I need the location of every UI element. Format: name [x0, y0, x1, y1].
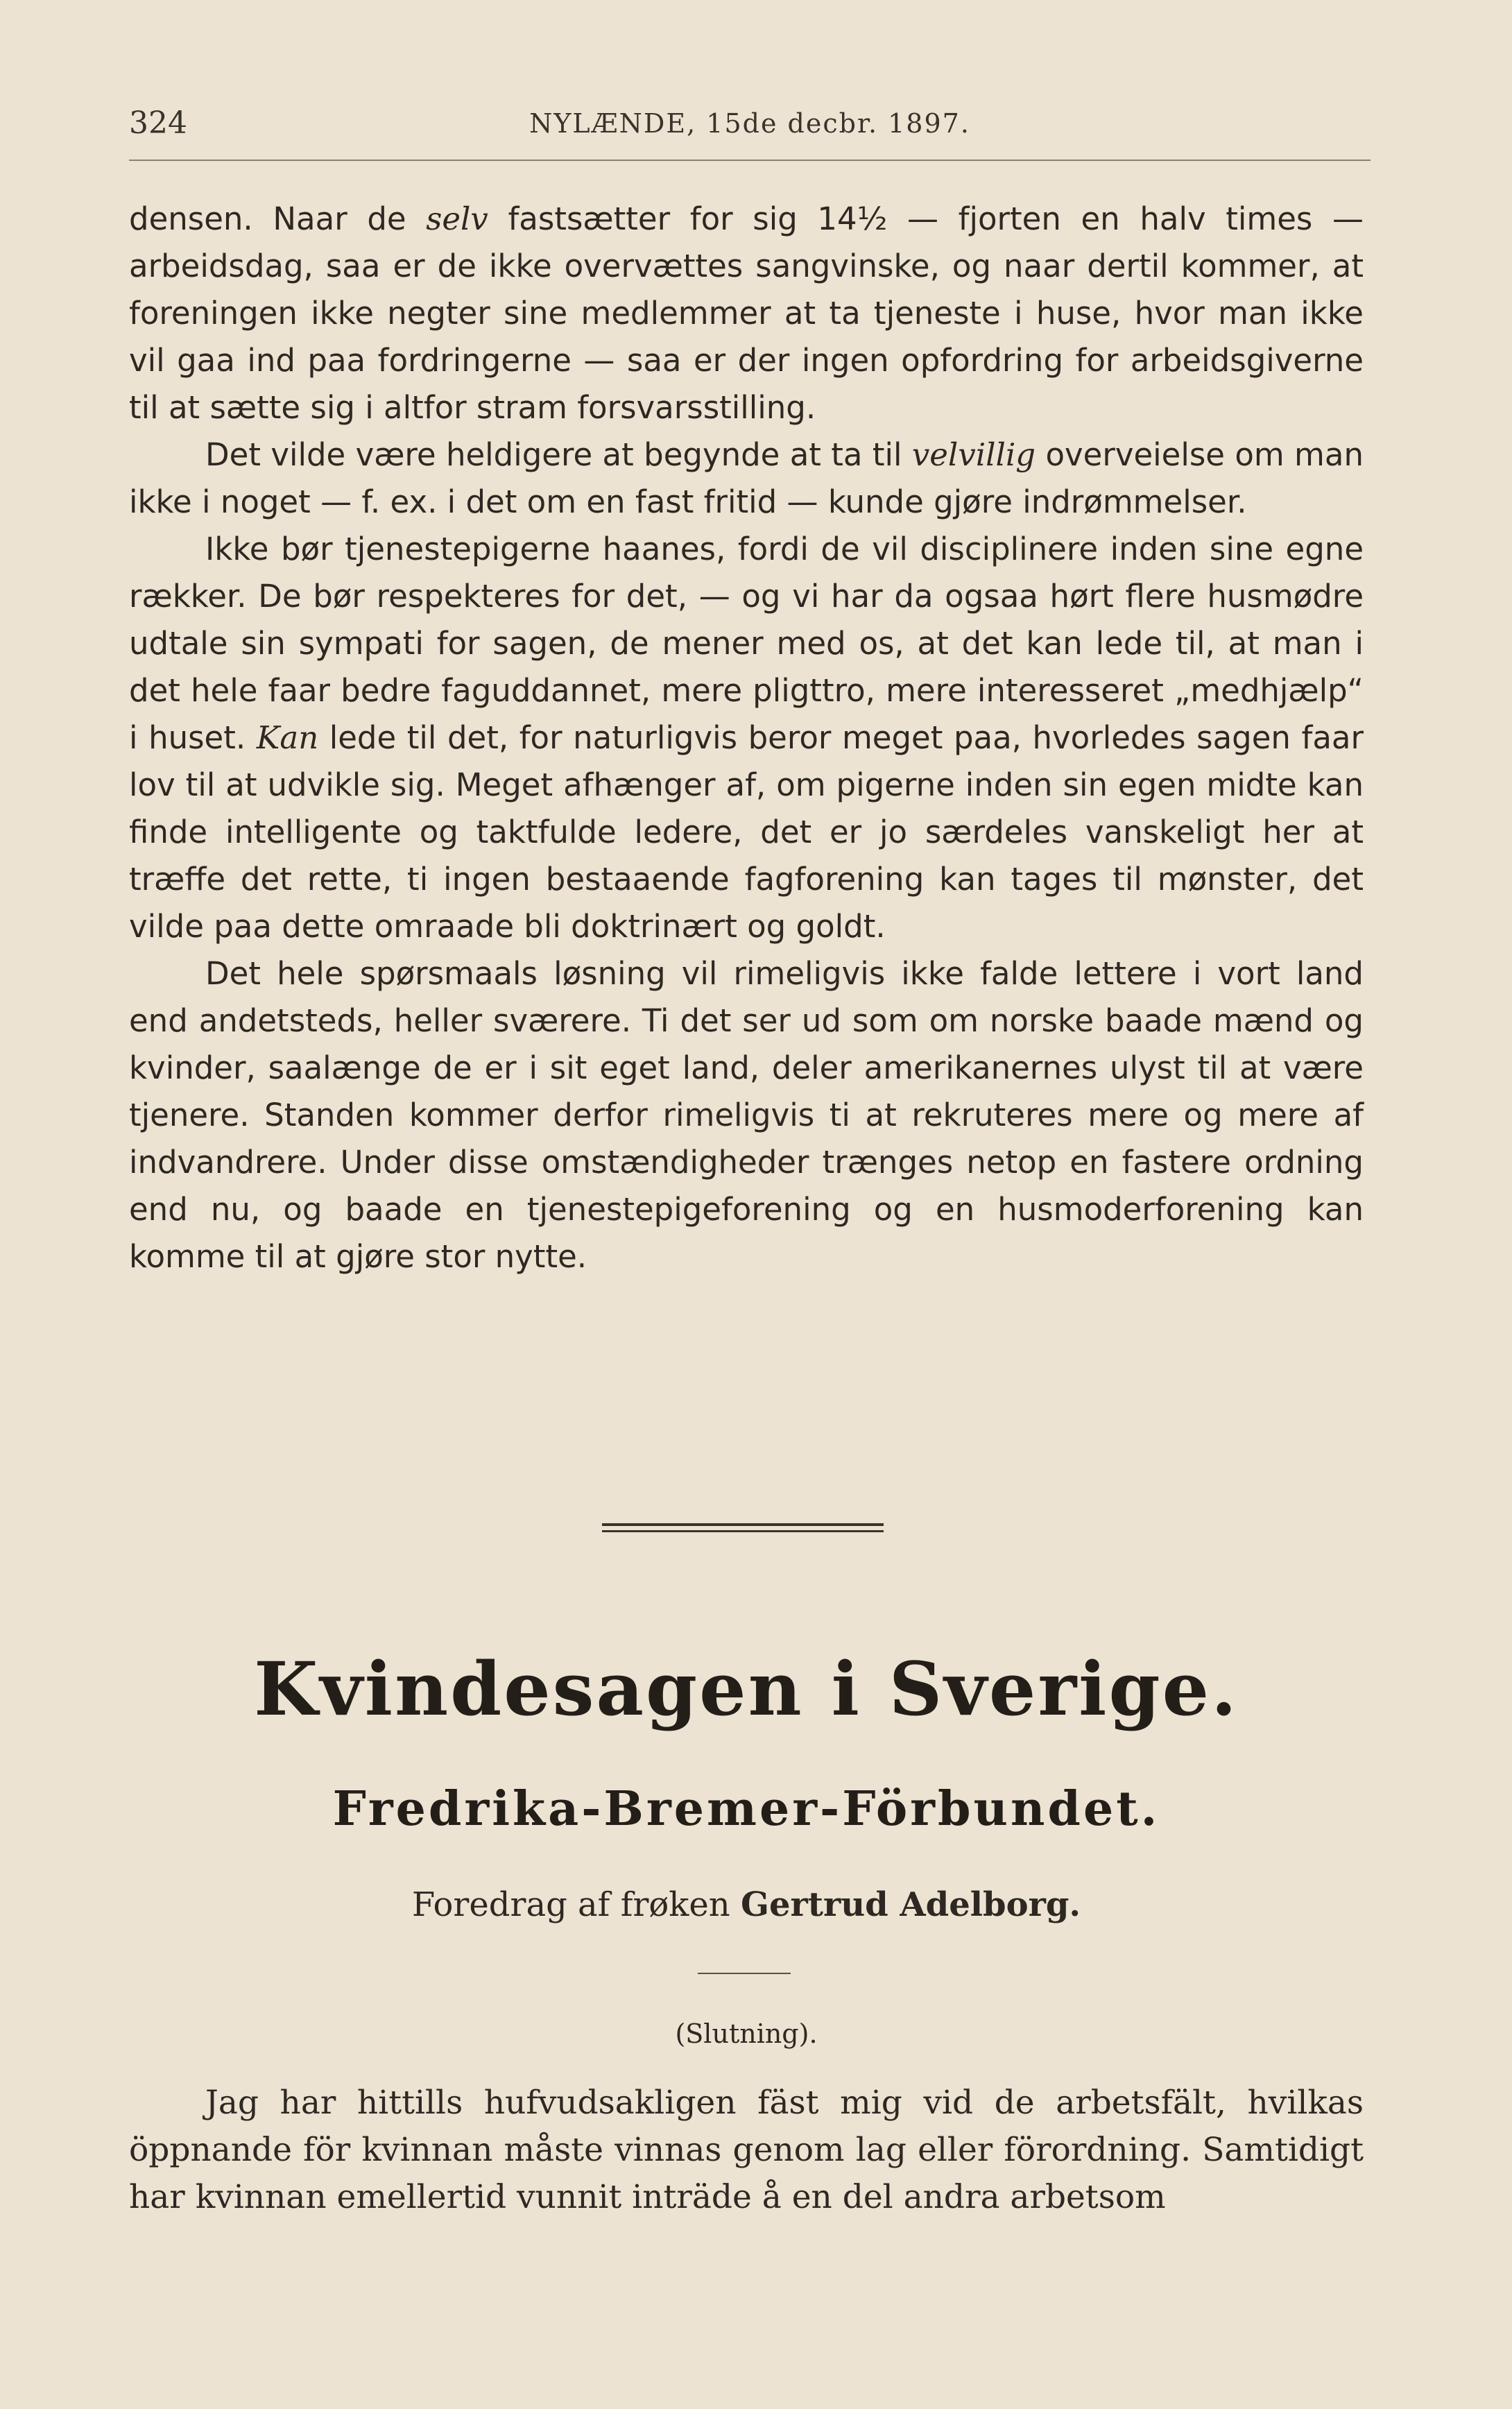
- continuation-note: (Slutning).: [675, 2018, 818, 2049]
- article-paragraph: Jag har hittills hufvudsakligen fäst mig vid de arbetsfält, hvilkas öppnande för kvinnan måste vinnas genom lag eller förordning. Samtidigt har kvinnan emellertid vunnit inträde å en del andra arbetsom: [129, 2084, 1364, 2216]
- paragraph-3: [129, 526, 1364, 950]
- paragraph-1: [129, 196, 1364, 431]
- text-run: fastsætter for sig 14½ — fjorten en halv times — arbeidsdag, saa er de ikke overvættes sangvinske, og naar dertil kommer, at foreningen ikke negter sine medlemmer at ta tjeneste i huse, hvor man ikke vil gaa ind paa fordringerne — saa er der ingen opfordring for arbeidsgiverne til at sætte sig i altfor stram forsvarsstilling.: [129, 200, 1364, 426]
- body-text: [129, 196, 1364, 1280]
- byline-prefix: Foredrag af frøken: [411, 1885, 730, 1924]
- article-title: Kvindesagen i Sverige.: [254, 1645, 1239, 1732]
- paragraph-4: [129, 950, 1364, 1280]
- emphasis-text: Kan: [256, 719, 319, 756]
- text-run: densen. Naar de: [129, 200, 427, 237]
- byline: [129, 1885, 1364, 1924]
- article-subtitle: Fredrika-Bremer-Förbundet.: [332, 1781, 1160, 1837]
- article-body: [129, 2080, 1364, 2221]
- running-header: [129, 97, 1371, 161]
- section-divider: [602, 1523, 884, 1532]
- byline-author: Gertrud Adelborg.: [740, 1885, 1081, 1924]
- text-run: Det hele spørsmaals løsning vil rimeligvis ikke falde lettere i vort land end andetsteds, heller sværere. Ti det ser ud som om norske baade mænd og kvinder, saalænge de er i sit eget land, deler amerikanernes ulyst til at være tjenere. Standen kommer derfor rimeligvis ti at rekruteres mere og mere af indvandrere. Under disse omstændigheder trænges netop en fastere ordning end nu, og baade en tjenestepigeforening og en husmoderforening kan komme til at gjøre stor nytte.: [129, 955, 1364, 1275]
- short-rule: [698, 1973, 791, 1974]
- running-title: NYLÆNDE, 15de decbr. 1897.: [529, 108, 970, 139]
- emphasis-text: velvillig: [911, 436, 1036, 473]
- page-number: 324: [129, 105, 187, 141]
- paragraph-2: [129, 431, 1364, 526]
- emphasis-text: selv: [426, 200, 488, 237]
- text-run: Det vilde være heldigere at begynde at ta til: [205, 436, 912, 473]
- text-run: lede til det, for naturligvis beror meget paa, hvorledes sagen faar lov til at udvikle sig. Meget afhænger af, om pigerne inden sin egen midte kan finde intelligente og taktfulde ledere, det er jo særdeles vanskeligt her at træffe det rette, ti ingen bestaaende fagforening kan tages til mønster, det vilde paa dette omraade bli doktrinært og goldt.: [129, 719, 1364, 945]
- text-run: overveielse om man ikke i noget — f. ex. i det om en fast fritid — kunde gjøre indrømmelser.: [129, 436, 1364, 520]
- text-run: Ikke bør tjenestepigerne haanes, fordi de vil disciplinere inden sine egne rækker. De bør respekteres for det, — og vi har da ogsaa hørt flere husmødre udtale sin sympati for sagen, de mener med os, at det kan lede til, at man i det hele faar bedre faguddannet, mere pligttro, mere interesseret „medhjælp“ i huset.: [129, 531, 1364, 756]
